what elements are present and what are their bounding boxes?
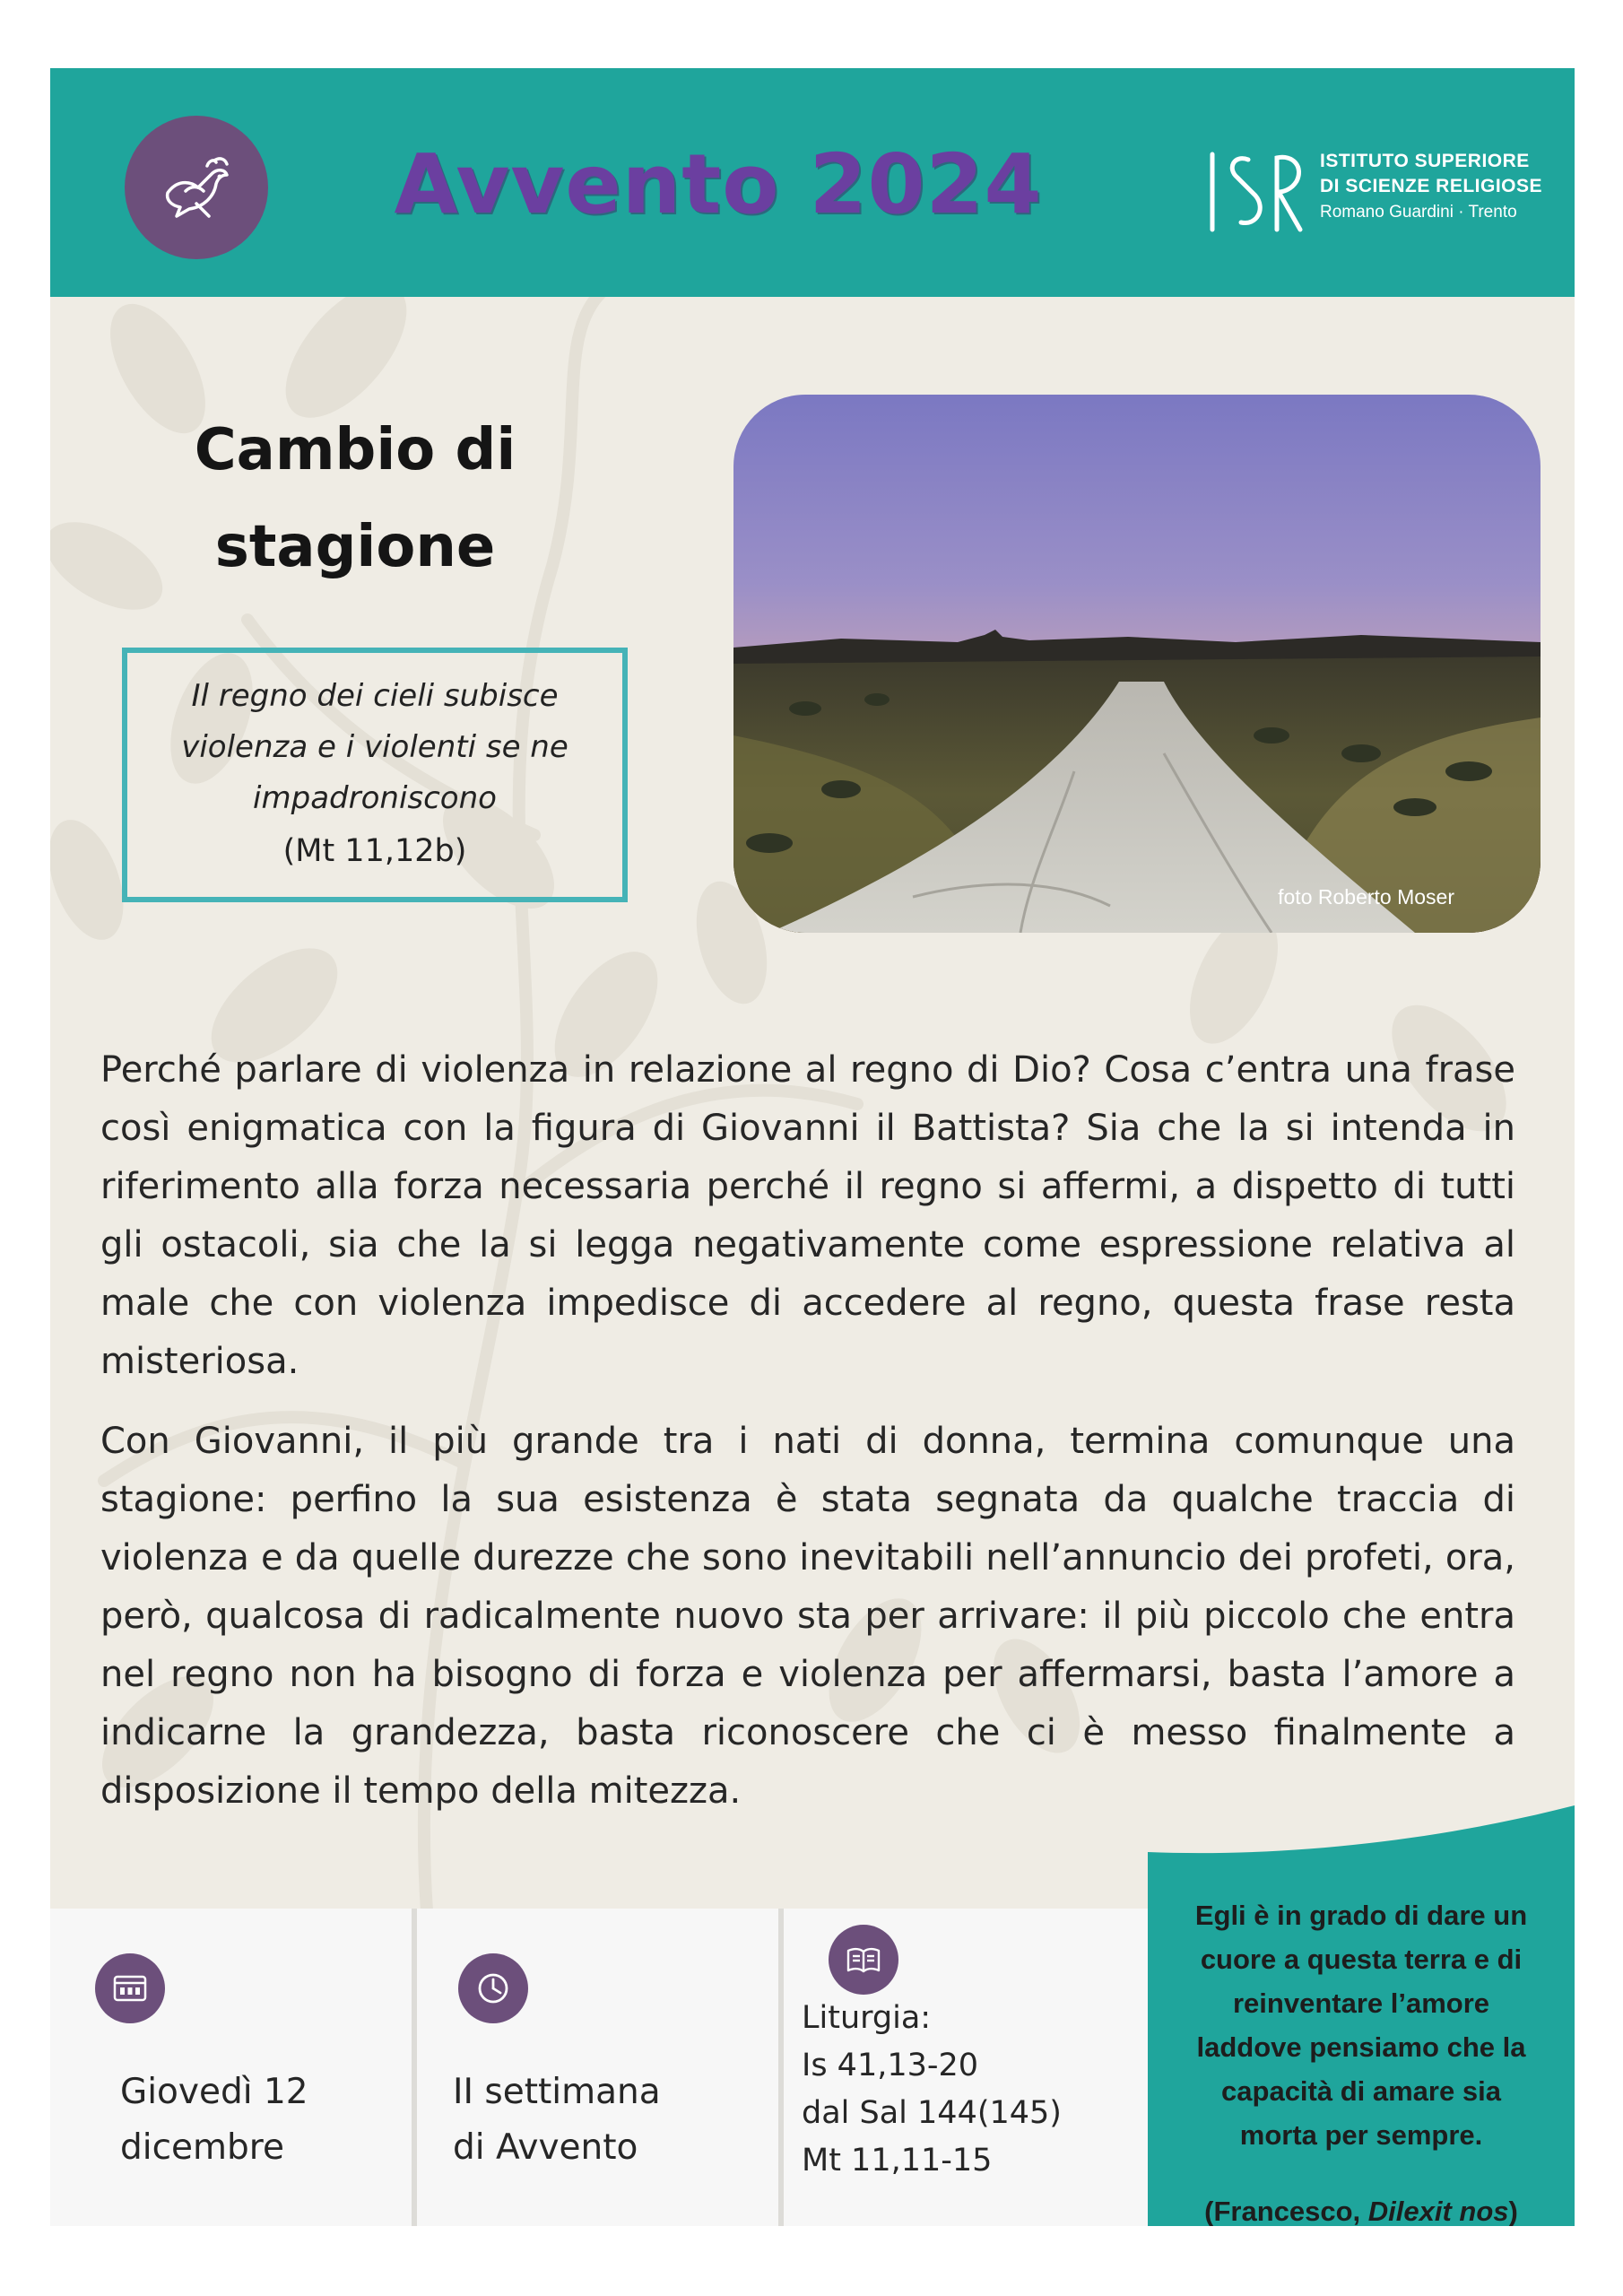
week-line-1: II settimana <box>453 2072 661 2112</box>
quote-box <box>1148 1805 1575 2226</box>
verse-line-3: impadroniscono <box>253 780 497 816</box>
quote-line-1: Egli è in grado di dare un <box>1194 1900 1528 1931</box>
clock-icon <box>458 1953 528 2023</box>
header-band <box>50 68 1575 297</box>
liturgy-label: Liturgia: <box>802 2000 932 2036</box>
liturgy-reading-2: dal Sal 144(145) <box>802 2095 1062 2131</box>
verse-box <box>122 648 628 902</box>
quote-source-title: Dilexit nos <box>1367 2196 1509 2226</box>
page <box>50 68 1575 2226</box>
week-line-2: di Avvento <box>453 2127 638 2168</box>
week-column <box>417 1909 784 2226</box>
liturgy-text <box>802 1995 1062 2185</box>
calendar-icon <box>95 1953 165 2023</box>
landscape-photo <box>733 395 1541 933</box>
date-line-1: Giovedì 12 <box>120 2072 308 2112</box>
quote-line-5: capacità di amare sia <box>1221 2075 1501 2107</box>
quote-line-2: cuore a questa terra e di <box>1200 1944 1523 1975</box>
verse-text <box>145 671 604 824</box>
quote-line-3: reinventare l’amore <box>1232 1987 1490 2019</box>
logo-line-3: Romano Guardini · Trento <box>1320 203 1517 222</box>
week-text <box>453 2065 661 2176</box>
verse-reference: (Mt 11,12b) <box>282 833 467 869</box>
page-title: Avvento 2024 <box>394 136 1043 232</box>
article-title-line-2: stagione <box>214 514 496 580</box>
photo-credit: foto Roberto Moser <box>1278 885 1454 909</box>
verse-line-1: Il regno dei cieli subisce <box>191 678 559 714</box>
quote-line-4: laddove pensiamo che la <box>1196 2031 1526 2063</box>
quote-source <box>1148 2194 1575 2226</box>
issr-logo-mark <box>1207 147 1307 237</box>
quote-source-close: ) <box>1508 2196 1518 2226</box>
issr-logo <box>1207 147 1548 237</box>
verse-line-2: violenza e i violenti se ne <box>181 729 568 765</box>
quote-source-author: (Francesco, <box>1204 2196 1368 2226</box>
book-icon <box>829 1925 898 1995</box>
liturgy-reading-1: Is 41,13-20 <box>802 2048 979 2083</box>
logo-line-2: DI SCIENZE RELIGIOSE <box>1320 176 1543 196</box>
date-text <box>120 2065 308 2176</box>
quote-line-6: morta per sempre. <box>1239 2119 1483 2151</box>
article-title <box>131 402 579 596</box>
date-line-2: dicembre <box>120 2127 284 2168</box>
quote-text <box>1159 1893 1564 2157</box>
paragraph-1: Perché parlare di violenza in relazione al regno di Dio? Cosa c’entra una frase così enigmatica con la figura di Giovanni il Battista? Sia che la si intenda in riferimento alla forza necessaria perché il regno si affermi, a dispetto di tutti gli ostacoli, sia che la si legga negativamente come espressione relativa al male che con violenza impedisce di accedere al regno, questa frase resta misteriosa. <box>100 1049 1515 1382</box>
logo-line-1: ISTITUTO SUPERIORE <box>1320 151 1530 171</box>
liturgy-column <box>784 1909 1142 2226</box>
sunset-road-image <box>733 395 1541 933</box>
article-body <box>100 1041 1515 1842</box>
paragraph-2: Con Giovanni, il più grande tra i nati di donna, termina comunque una stagione: perfino la sua esistenza è stata segnata da qualche traccia di violenza e da quelle durezze che sono inevitabili nell’annuncio dei profeti, ora, però, qualcosa di radicalmente nuovo sta per arrivare: il più piccolo che entra nel regno non ha bisogno di forza e violenza per affermarsi, basta l’amore a indicarne la grandezza, basta riconoscere che ci è messo finalmente a disposizione il tempo della mitezza. <box>100 1421 1515 1812</box>
liturgy-reading-3: Mt 11,11-15 <box>802 2143 993 2179</box>
date-column <box>50 1909 417 2226</box>
article-title-line-1: Cambio di <box>194 417 516 483</box>
